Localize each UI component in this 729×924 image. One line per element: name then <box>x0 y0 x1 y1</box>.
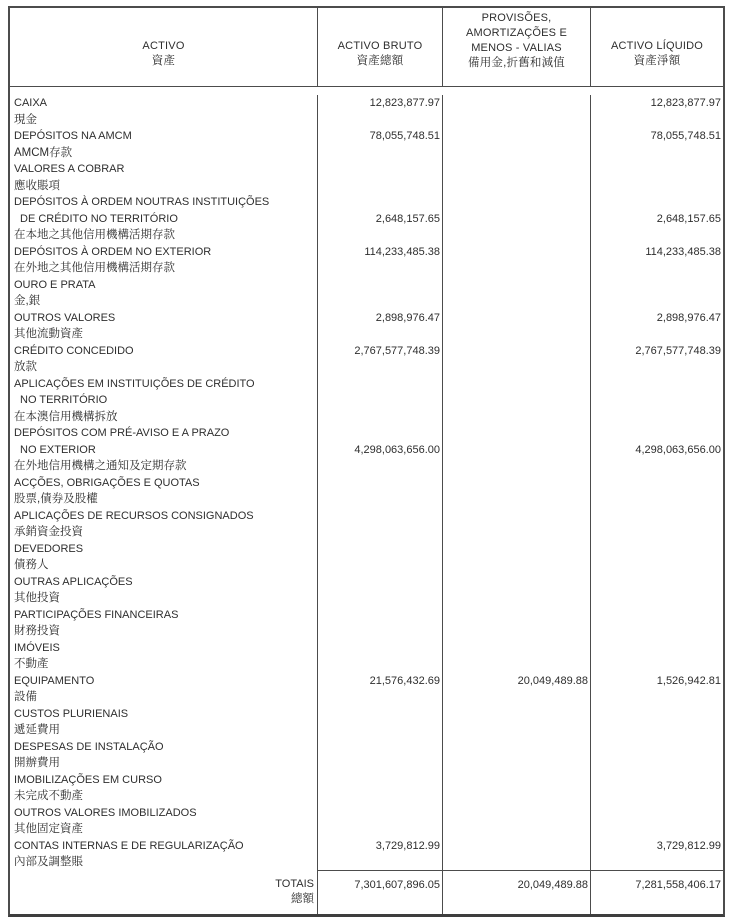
cell-activo-liquido <box>591 326 723 343</box>
cell-activo-bruto <box>318 739 443 756</box>
cell-activo-liquido <box>591 392 723 409</box>
table-row-line <box>10 739 723 756</box>
table-row-line <box>10 491 723 508</box>
cell-provisoes <box>443 359 591 376</box>
table-row-line <box>10 689 723 706</box>
row-label-zh: 在外地之其他信用機構活期存款 <box>10 260 318 277</box>
header-provisoes-line1: PROVISÕES, <box>481 12 552 24</box>
table-row-line <box>10 194 723 211</box>
row-label-zh: 在本澳信用機構拆放 <box>10 409 318 426</box>
cell-activo-bruto <box>318 590 443 607</box>
cell-provisoes <box>443 343 591 360</box>
cell-activo-bruto <box>318 821 443 838</box>
table-row-line <box>10 145 723 162</box>
cell-activo-liquido: 2,898,976.47 <box>656 311 721 324</box>
table-row-line <box>10 409 723 426</box>
table-row-line <box>10 211 723 228</box>
cell-activo-liquido <box>591 409 723 426</box>
cell-provisoes <box>443 260 591 277</box>
row-label-zh: 現金 <box>10 112 318 129</box>
cell-activo-liquido <box>591 854 723 870</box>
cell-activo-bruto <box>318 541 443 558</box>
cell-activo-liquido <box>591 689 723 706</box>
cell-activo-liquido <box>591 590 723 607</box>
cell-provisoes <box>443 227 591 244</box>
cell-activo-liquido <box>591 574 723 591</box>
cell-activo-liquido <box>591 739 723 756</box>
table-row-line <box>10 590 723 607</box>
cell-activo-liquido <box>591 541 723 558</box>
cell-activo-bruto <box>318 392 443 409</box>
table-row-line <box>10 277 723 294</box>
totals-row <box>10 870 723 914</box>
cell-activo-bruto <box>318 376 443 393</box>
cell-provisoes <box>443 706 591 723</box>
table-row-line <box>10 392 723 409</box>
table-row-line <box>10 343 723 360</box>
cell-activo-bruto: 2,898,976.47 <box>318 310 443 327</box>
cell-provisoes <box>443 392 591 409</box>
cell-activo-liquido <box>591 623 723 640</box>
row-label-zh: 設備 <box>10 689 318 706</box>
row-label-pt: VALORES A COBRAR <box>10 161 318 178</box>
table-row-line <box>10 805 723 822</box>
cell-provisoes <box>443 755 591 772</box>
row-label-pt: PARTICIPAÇÕES FINANCEIRAS <box>10 607 318 624</box>
cell-activo-bruto <box>318 689 443 706</box>
cell-activo-liquido <box>591 359 723 376</box>
cell-activo-bruto <box>318 277 443 294</box>
table-row-line <box>10 656 723 673</box>
table-row-line <box>10 640 723 657</box>
cell-activo-bruto: 21,576,432.69 <box>318 673 443 690</box>
cell-provisoes <box>443 491 591 508</box>
cell-provisoes <box>443 640 591 657</box>
header-col-activo-bruto <box>318 8 443 86</box>
header-provisoes-line3: MENOS - VALIAS <box>471 42 562 54</box>
totals-label-cell <box>10 870 318 914</box>
totals-label-zh: 總額 <box>291 893 314 905</box>
cell-activo-liquido <box>591 425 723 442</box>
table-row-line <box>10 227 723 244</box>
cell-activo-liquido <box>591 722 723 739</box>
cell-activo-liquido: 12,823,877.97 <box>650 97 721 109</box>
row-label-pt: OUTROS VALORES <box>10 310 318 327</box>
cell-provisoes <box>443 128 591 145</box>
table-row-line <box>10 524 723 541</box>
cell-activo-liquido <box>591 805 723 822</box>
cell-provisoes <box>443 574 591 591</box>
row-label-pt: DESPESAS DE INSTALAÇÃO <box>10 739 318 756</box>
table-row-line <box>10 722 723 739</box>
cell-activo-bruto <box>318 491 443 508</box>
row-label-zh: 不動產 <box>10 656 318 673</box>
cell-provisoes <box>443 194 591 211</box>
cell-provisoes <box>443 277 591 294</box>
cell-activo-bruto <box>318 475 443 492</box>
cell-activo-liquido: 4,298,063,656.00 <box>635 443 721 456</box>
row-label-zh: 股票,債券及股權 <box>10 491 318 508</box>
cell-activo-liquido <box>591 656 723 673</box>
row-label-pt: NO TERRITÓRIO <box>10 392 318 409</box>
cell-provisoes <box>443 623 591 640</box>
totals-label-pt: TOTAIS <box>275 878 314 890</box>
table-body <box>10 87 723 870</box>
row-label-pt: CONTAS INTERNAS E DE REGULARIZAÇÃO <box>10 838 318 855</box>
cell-provisoes <box>443 590 591 607</box>
cell-provisoes <box>443 161 591 178</box>
row-label-pt: EQUIPAMENTO <box>10 673 318 690</box>
cell-activo-bruto <box>318 112 443 129</box>
cell-provisoes <box>443 739 591 756</box>
cell-activo-bruto <box>318 557 443 574</box>
cell-activo-liquido: 114,233,485.38 <box>645 245 721 258</box>
cell-activo-bruto <box>318 145 443 162</box>
cell-provisoes <box>443 821 591 838</box>
cell-activo-liquido: 1,526,942.81 <box>656 674 721 687</box>
table-row-line <box>10 706 723 723</box>
table-row-line <box>10 673 723 690</box>
cell-provisoes <box>443 442 591 459</box>
cell-provisoes <box>443 656 591 673</box>
cell-activo-bruto <box>318 623 443 640</box>
cell-activo-liquido <box>591 260 723 277</box>
table-row-line <box>10 112 723 129</box>
cell-activo-liquido <box>591 821 723 838</box>
cell-activo-liquido <box>591 376 723 393</box>
cell-activo-bruto: 12,823,877.97 <box>318 95 443 112</box>
row-label-zh: 應收賬項 <box>10 178 318 195</box>
row-label-pt: CAIXA <box>10 95 318 112</box>
cell-provisoes <box>443 211 591 228</box>
cell-activo-liquido <box>591 772 723 789</box>
table-row-line <box>10 854 723 870</box>
cell-provisoes <box>443 458 591 475</box>
table-row-line <box>10 359 723 376</box>
table-row-line <box>10 244 723 261</box>
row-label-pt: DEVEDORES <box>10 541 318 558</box>
header-bruto-pt: ACTIVO BRUTO <box>337 40 423 52</box>
cell-provisoes <box>443 689 591 706</box>
cell-activo-liquido <box>591 145 723 162</box>
cell-provisoes <box>443 310 591 327</box>
row-label-pt: OUTROS VALORES IMOBILIZADOS <box>10 805 318 822</box>
cell-activo-liquido <box>591 524 723 541</box>
cell-provisoes <box>443 326 591 343</box>
cell-provisoes <box>443 854 591 870</box>
table-row-line <box>10 475 723 492</box>
cell-activo-bruto: 4,298,063,656.00 <box>318 442 443 459</box>
header-liquido-zh: 資產淨額 <box>633 55 681 67</box>
cell-activo-bruto: 114,233,485.38 <box>318 244 443 261</box>
table-row-line <box>10 772 723 789</box>
table-row-line <box>10 821 723 838</box>
cell-activo-bruto <box>318 574 443 591</box>
cell-activo-liquido <box>591 557 723 574</box>
cell-provisoes <box>443 178 591 195</box>
table-header-row <box>10 8 723 87</box>
cell-activo-bruto <box>318 755 443 772</box>
header-activo-zh: 資產 <box>151 55 176 67</box>
totals-activo-bruto: 7,301,607,896.05 <box>318 870 443 914</box>
header-activo-pt: ACTIVO <box>142 40 185 52</box>
cell-activo-bruto <box>318 854 443 870</box>
cell-provisoes <box>443 805 591 822</box>
cell-provisoes <box>443 508 591 525</box>
cell-activo-bruto <box>318 227 443 244</box>
row-label-pt: DE CRÉDITO NO TERRITÓRIO <box>10 211 318 228</box>
row-label-pt: OURO E PRATA <box>10 277 318 294</box>
cell-activo-liquido <box>591 161 723 178</box>
table-row-line <box>10 623 723 640</box>
row-label-pt: IMÓVEIS <box>10 640 318 657</box>
cell-provisoes <box>443 95 591 112</box>
cell-provisoes <box>443 409 591 426</box>
row-label-zh: 開辦費用 <box>10 755 318 772</box>
cell-activo-bruto: 78,055,748.51 <box>318 128 443 145</box>
cell-activo-liquido <box>591 607 723 624</box>
row-label-pt: APLICAÇÕES DE RECURSOS CONSIGNADOS <box>10 508 318 525</box>
cell-activo-liquido: 3,729,812.99 <box>656 839 721 852</box>
cell-provisoes <box>443 145 591 162</box>
cell-activo-liquido <box>591 227 723 244</box>
row-label-pt: DEPÓSITOS À ORDEM NOUTRAS INSTITUIÇÕES <box>10 194 318 211</box>
cell-activo-liquido <box>591 491 723 508</box>
cell-provisoes <box>443 376 591 393</box>
cell-activo-liquido: 78,055,748.51 <box>650 130 721 142</box>
cell-activo-liquido <box>591 755 723 772</box>
header-col-activo-liquido <box>591 8 723 86</box>
table-row-line <box>10 310 723 327</box>
cell-activo-liquido: 2,648,157.65 <box>656 212 721 225</box>
row-label-pt: APLICAÇÕES EM INSTITUIÇÕES DE CRÉDITO <box>10 376 318 393</box>
row-label-zh: 遞延費用 <box>10 722 318 739</box>
table-row-line <box>10 128 723 145</box>
cell-activo-bruto: 2,767,577,748.39 <box>318 343 443 360</box>
row-label-zh: 承銷資金投資 <box>10 524 318 541</box>
cell-activo-bruto <box>318 524 443 541</box>
table-row-line <box>10 458 723 475</box>
cell-provisoes <box>443 607 591 624</box>
cell-activo-liquido <box>591 458 723 475</box>
cell-activo-bruto <box>318 706 443 723</box>
table-row-line <box>10 376 723 393</box>
table-row-line <box>10 574 723 591</box>
cell-provisoes <box>443 524 591 541</box>
cell-activo-bruto <box>318 722 443 739</box>
cell-activo-liquido <box>591 112 723 129</box>
row-label-pt: CUSTOS PLURIENAIS <box>10 706 318 723</box>
cell-activo-bruto <box>318 161 443 178</box>
cell-provisoes <box>443 425 591 442</box>
cell-activo-liquido <box>591 640 723 657</box>
cell-activo-liquido <box>591 293 723 310</box>
header-col-provisoes <box>443 8 591 86</box>
cell-activo-liquido <box>591 178 723 195</box>
table-row-line <box>10 755 723 772</box>
cell-activo-bruto <box>318 788 443 805</box>
cell-activo-bruto <box>318 656 443 673</box>
table-row-line <box>10 607 723 624</box>
row-label-zh: 其他固定資產 <box>10 821 318 838</box>
header-provisoes-zh: 備用金,折舊和減值 <box>468 57 565 69</box>
cell-activo-liquido <box>591 194 723 211</box>
table-row-line <box>10 95 723 112</box>
table-row-line <box>10 326 723 343</box>
row-label-pt: OUTRAS APLICAÇÕES <box>10 574 318 591</box>
cell-activo-bruto <box>318 260 443 277</box>
balance-sheet-table <box>8 6 725 917</box>
cell-activo-bruto: 3,729,812.99 <box>318 838 443 855</box>
cell-provisoes <box>443 772 591 789</box>
cell-provisoes <box>443 557 591 574</box>
cell-provisoes <box>443 541 591 558</box>
cell-activo-bruto <box>318 640 443 657</box>
table-row-line <box>10 425 723 442</box>
row-label-zh: 放款 <box>10 359 318 376</box>
cell-activo-liquido: 2,767,577,748.39 <box>635 344 721 357</box>
cell-activo-bruto <box>318 508 443 525</box>
header-col-activo <box>10 8 318 86</box>
row-label-zh: 財務投資 <box>10 623 318 640</box>
cell-activo-bruto <box>318 326 443 343</box>
cell-activo-bruto <box>318 458 443 475</box>
totals-activo-liquido: 7,281,558,406.17 <box>591 870 723 914</box>
header-bruto-zh: 資產總額 <box>356 55 404 67</box>
table-row-line <box>10 178 723 195</box>
cell-activo-bruto <box>318 607 443 624</box>
cell-activo-bruto <box>318 772 443 789</box>
table-row-line <box>10 541 723 558</box>
table-row-line <box>10 788 723 805</box>
row-label-pt: NO EXTERIOR <box>10 442 318 459</box>
table-row-line <box>10 838 723 855</box>
cell-provisoes <box>443 244 591 261</box>
cell-activo-bruto <box>318 194 443 211</box>
totals-provisoes: 20,049,489.88 <box>443 870 591 914</box>
row-label-zh: 其他投資 <box>10 590 318 607</box>
row-label-zh: 在外地信用機構之通知及定期存款 <box>10 458 318 475</box>
table-row-line <box>10 293 723 310</box>
row-label-zh: 金,銀 <box>10 293 318 310</box>
row-label-zh: 債務人 <box>10 557 318 574</box>
cell-provisoes <box>443 722 591 739</box>
row-label-pt: DEPÓSITOS À ORDEM NO EXTERIOR <box>10 244 318 261</box>
cell-activo-bruto <box>318 409 443 426</box>
cell-activo-liquido <box>591 788 723 805</box>
row-label-pt: IMOBILIZAÇÕES EM CURSO <box>10 772 318 789</box>
header-liquido-pt: ACTIVO LÍQUIDO <box>610 40 704 52</box>
table-row-line <box>10 260 723 277</box>
header-provisoes-line2: AMORTIZAÇÕES E <box>466 27 567 39</box>
row-label-zh: 在本地之其他信用機構活期存款 <box>10 227 318 244</box>
cell-provisoes <box>443 788 591 805</box>
cell-provisoes <box>443 293 591 310</box>
cell-activo-bruto <box>318 805 443 822</box>
row-label-pt: CRÉDITO CONCEDIDO <box>10 343 318 360</box>
row-label-zh: 未完成不動產 <box>10 788 318 805</box>
cell-provisoes <box>443 475 591 492</box>
cell-activo-liquido <box>591 508 723 525</box>
cell-activo-bruto <box>318 425 443 442</box>
table-row-line <box>10 161 723 178</box>
cell-activo-liquido <box>591 475 723 492</box>
cell-activo-bruto <box>318 359 443 376</box>
row-label-zh: AMCM存款 <box>10 145 318 162</box>
table-row-line <box>10 557 723 574</box>
cell-activo-liquido <box>591 706 723 723</box>
cell-activo-bruto: 2,648,157.65 <box>318 211 443 228</box>
table-row-line <box>10 508 723 525</box>
cell-activo-bruto <box>318 178 443 195</box>
row-label-zh: 其他流動資產 <box>10 326 318 343</box>
cell-provisoes <box>443 112 591 129</box>
row-label-zh: 內部及調整賬 <box>10 854 318 870</box>
cell-activo-liquido <box>591 277 723 294</box>
cell-provisoes: 20,049,489.88 <box>443 673 591 690</box>
row-label-pt: DEPÓSITOS COM PRÉ-AVISO E A PRAZO <box>10 425 318 442</box>
table-row-line <box>10 442 723 459</box>
cell-activo-bruto <box>318 293 443 310</box>
row-label-pt: DEPÓSITOS NA AMCM <box>10 128 318 145</box>
row-label-pt: ACÇÕES, OBRIGAÇÕES E QUOTAS <box>10 475 318 492</box>
cell-provisoes <box>443 838 591 855</box>
